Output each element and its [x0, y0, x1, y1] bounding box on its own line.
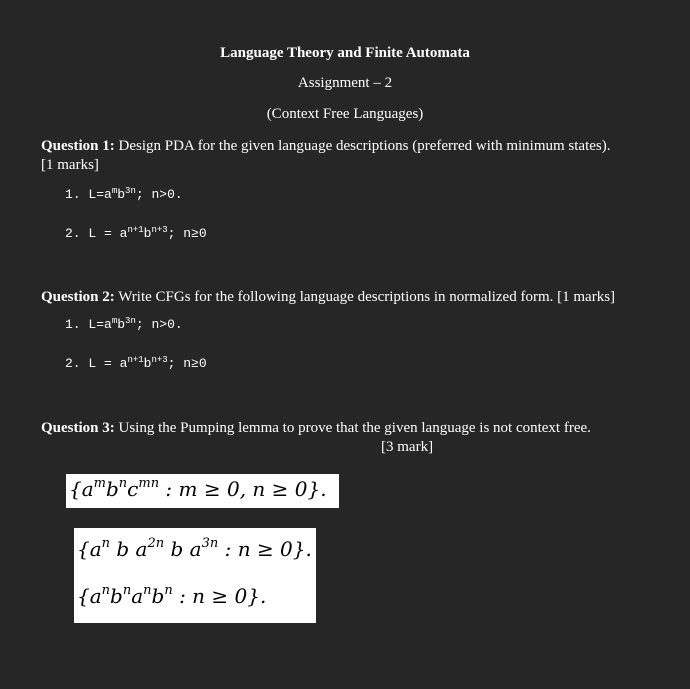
document-title: Language Theory and Finite Automata [220, 45, 470, 61]
question-2-label: Question 2: [41, 289, 115, 305]
question-1-label: Question 1: [41, 138, 115, 154]
question-3-label: Question 3: [41, 420, 115, 436]
question-1-item-1: 1. $L=a^mb^{3n}$; n>0. [65, 186, 183, 202]
assignment-number: Assignment – 2 [297, 75, 393, 91]
math-expressions-box [74, 528, 316, 623]
question-3-text: Using the Pumping lemma to prove that the given language is not context free. [114, 420, 591, 436]
question-1 [41, 137, 610, 175]
math-expression-2: {$a^n$ b $a^{2n}$ b $a^{3n}$ : n ≥ 0}. [77, 536, 312, 561]
question-1-marks: [1 marks] [41, 157, 99, 173]
question-1-item-2: 2. $L = a^{n+1}b^{n+3}$; n≥0 [65, 225, 207, 241]
question-3 [41, 419, 591, 438]
assignment-topic: (Context Free Languages) [266, 106, 424, 122]
question-2-item-2: 2. $L = a^{n+1}b^{n+3}$; n≥0 [65, 355, 207, 371]
question-2 [41, 288, 615, 307]
question-2-text: Write CFGs for the following language descriptions in normalized form. [1 marks] [114, 289, 616, 305]
question-2-item-1: 1. $L=a^mb^{3n}$; n>0. [65, 316, 183, 332]
question-3-marks: [3 mark] [381, 439, 434, 455]
question-1-text: Design PDA for the given language descriptions (preferred with minimum states). [114, 138, 611, 154]
math-expression-3: {$a^nb^na^nb^n$ : n ≥ 0}. [77, 583, 267, 608]
math-expression-1: {$a^mb^nc^{mn}$ : m ≥ 0, n ≥ 0}. [66, 474, 339, 508]
